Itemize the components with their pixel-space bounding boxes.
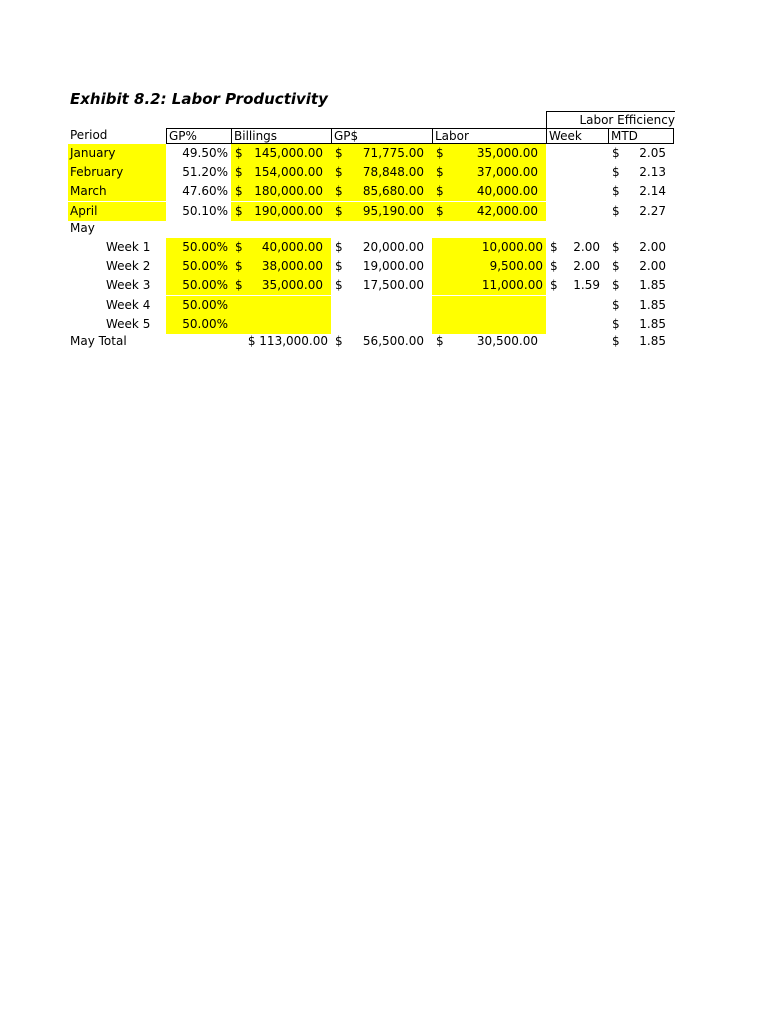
currency-symbol: $ bbox=[612, 204, 620, 218]
week-efficiency-cell-value: 2.00 bbox=[573, 259, 600, 273]
week-efficiency-cell[interactable] bbox=[546, 276, 608, 295]
header-gp-percent: GP% bbox=[166, 128, 232, 144]
mtd-cell-value: 1.85 bbox=[639, 298, 666, 312]
week-label[interactable]: Week 5 bbox=[106, 317, 151, 331]
mtd-cell-value: 1.85 bbox=[639, 278, 666, 292]
week-efficiency-cell[interactable] bbox=[546, 257, 608, 276]
gp-dollars-cell[interactable] bbox=[331, 144, 432, 163]
labor-cell[interactable] bbox=[432, 202, 546, 221]
may-total-label[interactable]: May Total bbox=[70, 334, 127, 348]
currency-symbol: $ bbox=[550, 259, 558, 273]
week-label[interactable]: Week 4 bbox=[106, 298, 151, 312]
currency-symbol: $ bbox=[235, 278, 243, 292]
currency-symbol: $ bbox=[335, 146, 343, 160]
currency-symbol: $ bbox=[335, 259, 343, 273]
labor-cell-value: 40,000.00 bbox=[476, 184, 538, 198]
currency-symbol: $ bbox=[235, 240, 243, 254]
mtd-cell-value: 2.00 bbox=[639, 240, 666, 254]
gp-dollars-cell[interactable] bbox=[331, 276, 432, 295]
gp-dollars-cell[interactable] bbox=[331, 163, 432, 182]
billings-cell[interactable] bbox=[231, 202, 331, 221]
billings-cell-value: 180,000.00 bbox=[254, 184, 323, 198]
mtd-cell[interactable] bbox=[608, 163, 674, 182]
mtd-cell[interactable] bbox=[608, 238, 674, 257]
may-total-mtd-value: 1.85 bbox=[639, 334, 666, 348]
currency-symbol: $ bbox=[612, 146, 620, 160]
currency-symbol: $ bbox=[335, 278, 343, 292]
currency-symbol: $ bbox=[235, 146, 243, 160]
currency-symbol: $ bbox=[612, 240, 620, 254]
currency-symbol: $ bbox=[335, 184, 343, 198]
currency-symbol: $ bbox=[612, 278, 620, 292]
currency-symbol: $ bbox=[335, 165, 343, 179]
currency-symbol: $ bbox=[612, 298, 620, 312]
mtd-cell-value: 2.27 bbox=[639, 204, 666, 218]
currency-symbol: $ bbox=[235, 184, 243, 198]
currency-symbol: $ bbox=[612, 317, 620, 331]
mtd-cell[interactable] bbox=[608, 144, 674, 163]
header-period: Period bbox=[70, 128, 108, 142]
period-label[interactable]: February bbox=[68, 163, 166, 182]
may-total-labor[interactable] bbox=[432, 332, 546, 351]
gp-dollars-cell-value: 78,848.00 bbox=[362, 165, 424, 179]
gp-dollars-cell-value: 71,775.00 bbox=[362, 146, 424, 160]
currency-symbol: $ bbox=[612, 165, 620, 179]
currency-symbol: $ bbox=[550, 278, 558, 292]
gp-percent-cell[interactable]: 47.60% bbox=[182, 184, 228, 198]
labor-cell-value: 37,000.00 bbox=[476, 165, 538, 179]
labor-cell[interactable]: 10,000.00 bbox=[432, 238, 546, 257]
mtd-cell-value: 2.14 bbox=[639, 184, 666, 198]
mtd-cell[interactable] bbox=[608, 202, 674, 221]
labor-cell[interactable] bbox=[432, 296, 546, 315]
gp-dollars-cell[interactable] bbox=[331, 257, 432, 276]
header-billings: Billings bbox=[231, 128, 332, 144]
period-label[interactable]: January bbox=[68, 144, 166, 163]
mtd-cell[interactable] bbox=[608, 257, 674, 276]
currency-symbol: $ bbox=[612, 334, 620, 348]
period-label[interactable]: April bbox=[68, 202, 166, 221]
gp-dollars-cell[interactable] bbox=[331, 202, 432, 221]
gp-dollars-cell-value: 95,190.00 bbox=[362, 204, 424, 218]
header-labor: Labor bbox=[432, 128, 547, 144]
billings-cell-value: 38,000.00 bbox=[261, 259, 323, 273]
gp-percent-cell[interactable]: 51.20% bbox=[182, 165, 228, 179]
billings-cell-value: 190,000.00 bbox=[254, 204, 323, 218]
header-mtd: MTD bbox=[608, 128, 674, 144]
currency-symbol: $ bbox=[612, 259, 620, 273]
currency-symbol: $ bbox=[335, 240, 343, 254]
mtd-cell-value: 2.13 bbox=[639, 165, 666, 179]
gp-dollars-cell[interactable] bbox=[331, 182, 432, 201]
currency-symbol: $ bbox=[235, 259, 243, 273]
currency-symbol: $ bbox=[612, 184, 620, 198]
week-efficiency-cell-value: 2.00 bbox=[573, 240, 600, 254]
labor-cell[interactable]: 11,000.00 bbox=[432, 276, 546, 295]
week-efficiency-cell-value: 1.59 bbox=[573, 278, 600, 292]
header-week: Week bbox=[546, 128, 609, 144]
week-label[interactable]: Week 2 bbox=[106, 259, 151, 273]
mtd-cell-value: 2.05 bbox=[639, 146, 666, 160]
gp-percent-cell[interactable]: 50.00% bbox=[166, 238, 231, 257]
may-label[interactable]: May bbox=[70, 221, 95, 235]
gp-dollars-cell-value: 20,000.00 bbox=[362, 240, 424, 254]
labor-cell[interactable]: 9,500.00 bbox=[432, 257, 546, 276]
currency-symbol: $ bbox=[436, 184, 444, 198]
billings-cell[interactable] bbox=[231, 163, 331, 182]
week-label[interactable]: Week 1 bbox=[106, 240, 151, 254]
labor-cell[interactable] bbox=[432, 144, 546, 163]
gp-percent-cell[interactable]: 50.10% bbox=[182, 204, 228, 218]
billings-cell[interactable] bbox=[231, 238, 331, 257]
gp-dollars-cell-value: 17,500.00 bbox=[362, 278, 424, 292]
billings-cell-value: 145,000.00 bbox=[254, 146, 323, 160]
billings-cell[interactable] bbox=[231, 144, 331, 163]
currency-symbol: $ bbox=[436, 165, 444, 179]
billings-cell[interactable] bbox=[231, 182, 331, 201]
labor-cell[interactable] bbox=[432, 182, 546, 201]
labor-efficiency-group-header: Labor Efficiency bbox=[546, 111, 675, 128]
currency-symbol: $ bbox=[335, 334, 343, 348]
labor-cell-value: 35,000.00 bbox=[476, 146, 538, 160]
billings-cell-value: 35,000.00 bbox=[261, 278, 323, 292]
gp-percent-cell[interactable]: 50.00% bbox=[166, 257, 231, 276]
currency-symbol: $ bbox=[436, 204, 444, 218]
gp-dollars-cell[interactable] bbox=[331, 238, 432, 257]
mtd-cell[interactable] bbox=[608, 296, 674, 315]
billings-cell[interactable] bbox=[231, 296, 331, 315]
gp-dollars-cell-value: 19,000.00 bbox=[362, 259, 424, 273]
currency-symbol: $ bbox=[335, 204, 343, 218]
labor-cell-value: 42,000.00 bbox=[476, 204, 538, 218]
may-total-labor-value: 30,500.00 bbox=[476, 334, 538, 348]
billings-cell[interactable] bbox=[231, 257, 331, 276]
billings-cell[interactable] bbox=[231, 276, 331, 295]
mtd-cell-value: 1.85 bbox=[639, 317, 666, 331]
may-total-mtd[interactable] bbox=[608, 332, 674, 351]
may-total-gp-dollars[interactable] bbox=[331, 332, 432, 351]
labor-cell[interactable] bbox=[432, 163, 546, 182]
currency-symbol: $ bbox=[436, 146, 444, 160]
gp-percent-cell[interactable]: 50.00% bbox=[166, 296, 231, 315]
may-total-gp-dollars-value: 56,500.00 bbox=[362, 334, 424, 348]
mtd-cell[interactable] bbox=[608, 276, 674, 295]
currency-symbol: $ bbox=[235, 204, 243, 218]
week-label[interactable]: Week 3 bbox=[106, 278, 151, 292]
gp-percent-cell[interactable]: 50.00% bbox=[166, 315, 231, 334]
may-total-billings[interactable]: $ 113,000.00 bbox=[247, 334, 328, 348]
gp-percent-cell[interactable]: 49.50% bbox=[182, 146, 228, 160]
mtd-cell[interactable] bbox=[608, 182, 674, 201]
period-label[interactable]: March bbox=[68, 182, 166, 201]
gp-percent-cell[interactable]: 50.00% bbox=[166, 276, 231, 295]
header-gp-dollars: GP$ bbox=[331, 128, 433, 144]
mtd-cell-value: 2.00 bbox=[639, 259, 666, 273]
exhibit-title: Exhibit 8.2: Labor Productivity bbox=[70, 90, 328, 108]
gp-dollars-cell-value: 85,680.00 bbox=[362, 184, 424, 198]
currency-symbol: $ bbox=[235, 165, 243, 179]
currency-symbol: $ bbox=[436, 334, 444, 348]
week-efficiency-cell[interactable] bbox=[546, 238, 608, 257]
billings-cell-value: 40,000.00 bbox=[261, 240, 323, 254]
billings-cell-value: 154,000.00 bbox=[254, 165, 323, 179]
currency-symbol: $ bbox=[550, 240, 558, 254]
